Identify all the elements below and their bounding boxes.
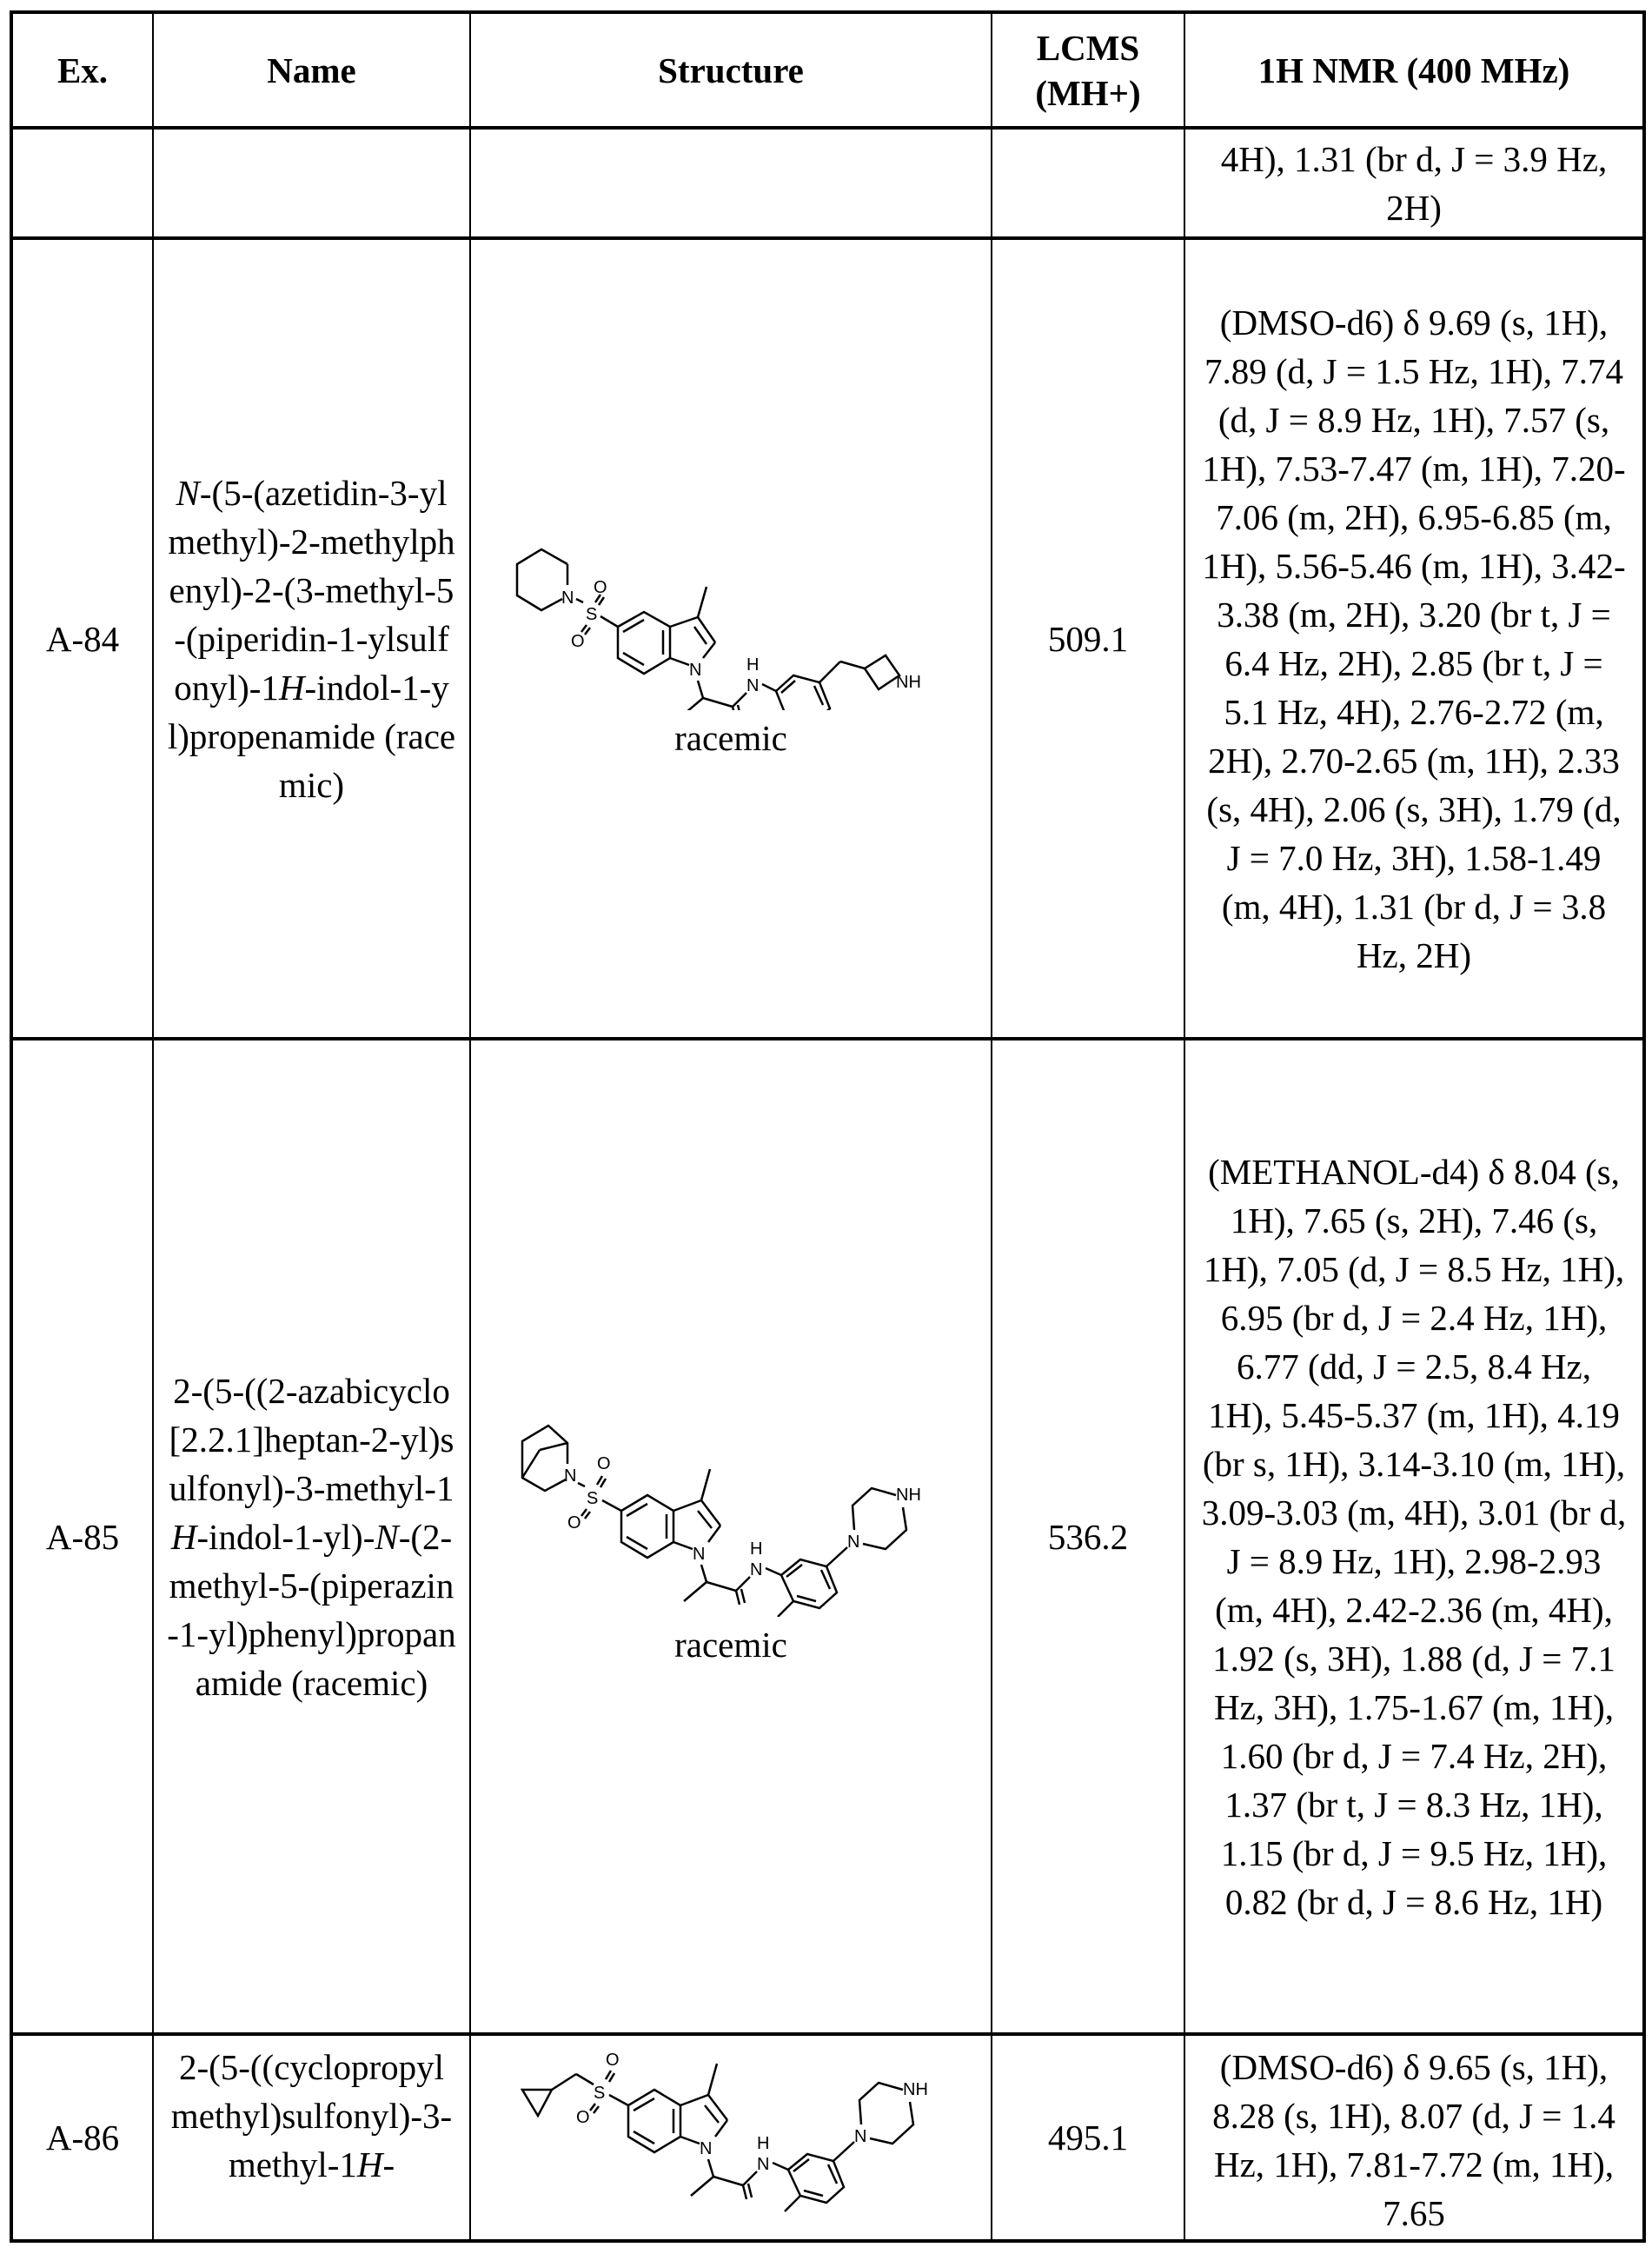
name-text: - bbox=[382, 2144, 395, 2184]
cell-nmr: (METHANOL-d4) δ 8.04 (s, 1H), 7.65 (s, 2H), 7.46 (s, 1H), 7.05 (d, J = 8.5 Hz, 1H), 6.95 (br d, J = 2.4 Hz, 1H), 6.77 (dd, J = 2.5, 8.4 Hz, 1H), 5.45-5.37 (m, 1H), 4.19 (br s, 1H), 3.14-3.10 (m, 1H), 3.09-3.03 (m, 4H), 3.01 (br d, J = 8.9 Hz, 1H), 2.98-2.93 (m, 4H), 2.42-2.36 (m, 4H), 1.92 (s, 3H), 1.88 (d, J = 7.1 Hz, 3H), 1.75-1.67 (m, 1H), 1.60 (br d, J = 7.4 Hz, 2H), 1.37 (br t, J = 8.3 Hz, 1H), 1.15 (br d, J = 9.5 Hz, 1H), 0.82 (br d, J = 8.6 Hz, 1H) bbox=[1184, 1039, 1644, 2034]
chemical-structure-icon bbox=[514, 519, 948, 710]
svg-text:NH: NH bbox=[896, 1485, 921, 1505]
svg-text:S: S bbox=[594, 2084, 606, 2103]
svg-text:O: O bbox=[571, 631, 585, 651]
cell-lcms: 509.1 bbox=[992, 238, 1184, 1039]
compound-data-table bbox=[10, 10, 1646, 2243]
cell-name bbox=[153, 128, 470, 238]
header-row bbox=[11, 12, 1644, 128]
cell-name bbox=[153, 1039, 470, 2034]
stereo-label: racemic bbox=[674, 1624, 787, 1665]
name-italic: H bbox=[170, 1516, 197, 1557]
cell-ex: A-85 bbox=[11, 1039, 153, 2034]
table-row bbox=[11, 128, 1644, 238]
svg-text:O: O bbox=[594, 577, 607, 597]
header-name: Name bbox=[153, 12, 470, 128]
cell-name bbox=[153, 2034, 470, 2241]
cell-structure bbox=[470, 1039, 992, 2034]
cell-lcms: 495.1 bbox=[992, 2034, 1184, 2241]
svg-text:H: H bbox=[746, 655, 760, 675]
table-row bbox=[11, 1039, 1644, 2034]
cell-lcms bbox=[992, 128, 1184, 238]
name-italic: N bbox=[375, 1516, 399, 1557]
name-text: -(2-methyl-5-(piperazin-1-yl)phenyl)propanamide (racemic) bbox=[167, 1516, 456, 1703]
nmr-text: (DMSO-d6) δ 9.65 (s, 1H), 8.28 (s, 1H), 8.07 (d, J = 1.4 Hz, 1H), 7.81-7.72 (m, 1H), 7.65 bbox=[1212, 2047, 1616, 2233]
svg-text:N: N bbox=[750, 1559, 763, 1579]
svg-text:S: S bbox=[587, 1488, 599, 1508]
name-italic: N bbox=[176, 472, 200, 513]
structure-figure bbox=[478, 519, 984, 759]
svg-text:H: H bbox=[757, 2134, 770, 2153]
svg-text:O: O bbox=[597, 1453, 611, 1473]
cell-nmr: (DMSO-d6) δ 9.69 (s, 1H), 7.89 (d, J = 1.5 Hz, 1H), 7.74 (d, J = 8.9 Hz, 1H), 7.57 (s, 1H), 7.53-7.47 (m, 1H), 7.20-7.06 (m, 2H), 6.95-6.85 (m, 1H), 5.56-5.46 (m, 1H), 3.42-3.38 (m, 2H), 3.20 (br t, J = 6.4 Hz, 2H), 2.85 (br t, J = 5.1 Hz, 4H), 2.76-2.72 (m, 2H), 2.70-2.65 (m, 1H), 2.33 (s, 4H), 2.06 (s, 3H), 1.79 (d, J = 7.0 Hz, 3H), 1.58-1.49 (m, 4H), 1.31 (br d, J = 3.8 Hz, 2H) bbox=[1184, 238, 1644, 1039]
cell-structure bbox=[470, 2034, 992, 2241]
cell-ex bbox=[11, 128, 153, 238]
svg-text:NH: NH bbox=[896, 672, 921, 692]
structure-figure bbox=[478, 1408, 984, 1666]
chemical-structure-icon bbox=[514, 1408, 948, 1617]
svg-text:N: N bbox=[854, 2127, 867, 2146]
name-text: -(5-(azetidin-3-ylmethyl)-2-methylphenyl)-2-(3-methyl-5-(piperidin-1-ylsulfonyl)-1 bbox=[168, 472, 455, 708]
cell-structure bbox=[470, 128, 992, 238]
svg-text:O: O bbox=[576, 2108, 590, 2127]
svg-text:O: O bbox=[606, 2051, 620, 2070]
svg-text:N: N bbox=[700, 2139, 713, 2158]
name-text: 2-(5-((cyclopropylmethyl)sulfonyl)-3-methyl-1 bbox=[170, 2047, 453, 2184]
cell-name bbox=[153, 238, 470, 1039]
header-structure: Structure bbox=[470, 12, 992, 128]
structure-figure bbox=[478, 2036, 984, 2229]
cell-nmr bbox=[1184, 2034, 1644, 2241]
chemical-structure-icon bbox=[514, 2036, 948, 2229]
svg-text:N: N bbox=[564, 1466, 577, 1486]
cell-ex: A-84 bbox=[11, 238, 153, 1039]
svg-text:H: H bbox=[750, 1539, 763, 1559]
name-text: -indol-1-yl)propenamide (racemic) bbox=[167, 667, 456, 805]
svg-text:N: N bbox=[689, 660, 702, 680]
svg-text:N: N bbox=[757, 2155, 770, 2174]
header-lcms bbox=[992, 12, 1184, 128]
svg-text:S: S bbox=[586, 604, 598, 624]
table-row bbox=[11, 2034, 1644, 2241]
name-italic: H bbox=[356, 2144, 383, 2184]
stereo-label: racemic bbox=[674, 717, 787, 758]
svg-text:N: N bbox=[746, 675, 760, 695]
name-text: -indol-1-yl)- bbox=[196, 1516, 375, 1557]
header-nmr: 1H NMR (400 MHz) bbox=[1184, 12, 1644, 128]
svg-text:N: N bbox=[693, 1544, 706, 1564]
svg-text:NH: NH bbox=[903, 2080, 928, 2099]
svg-text:N: N bbox=[561, 588, 574, 608]
cell-ex: A-86 bbox=[11, 2034, 153, 2241]
svg-text:O: O bbox=[567, 1513, 581, 1533]
header-lcms-line2: (MH+) bbox=[1035, 72, 1141, 113]
svg-text:N: N bbox=[847, 1532, 860, 1552]
name-italic: H bbox=[278, 667, 305, 708]
name-text: 2-(5-((2-azabicyclo[2.2.1]heptan-2-yl)sulfonyl)-3-methyl-1 bbox=[169, 1370, 454, 1508]
cell-lcms: 536.2 bbox=[992, 1039, 1184, 2034]
table-row bbox=[11, 238, 1644, 1039]
cell-nmr: 4H), 1.31 (br d, J = 3.9 Hz, 2H) bbox=[1184, 128, 1644, 238]
header-ex: Ex. bbox=[11, 12, 153, 128]
header-lcms-line1: LCMS bbox=[1036, 27, 1140, 68]
cell-structure bbox=[470, 238, 992, 1039]
